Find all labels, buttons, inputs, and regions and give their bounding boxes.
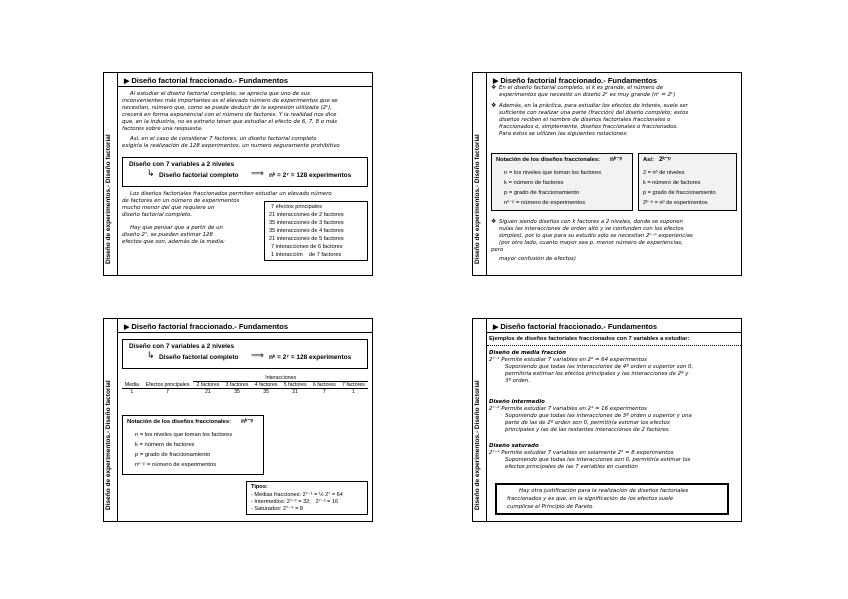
- paragraph-line: necesitan, número que, como se puede deducir de la expresión utilizada (2ᵏ),: [122, 105, 333, 111]
- types-box: [246, 481, 368, 515]
- example-line: 3º orden.: [505, 378, 531, 384]
- example-line: permitiría estimar los efectos principales y las interacciones de 2º y: [505, 371, 689, 377]
- types-line: - Saturados: 2⁷⁻⁴ = 8: [251, 506, 304, 512]
- arrow-icon: ↳: [147, 350, 155, 360]
- effect-line: 7 interacciones de 6 factores: [271, 244, 343, 250]
- paragraph-line: En el diseño factorial completo, si k es grande, el número de: [499, 85, 664, 91]
- example-line: principales y las de las restantes interacciones de 2 factores.: [505, 427, 671, 433]
- paragraph-line: exigiría la realización de 128 experimentos, un numero seguramente prohibitivo: [122, 143, 340, 149]
- asi-line: k = número de factores: [643, 180, 701, 186]
- subtitle: Ejemplos de diseños factoriales fraccionados con 7 variables a estudiar:: [489, 336, 690, 342]
- slide-4: [472, 318, 742, 522]
- table-cell: 7: [166, 389, 169, 395]
- paragraph-line: diseño 2⁷, se pueden estimar 128: [122, 232, 213, 238]
- paragraph-line: efectos que son, además de la media:: [122, 239, 225, 245]
- notation-symbol: nᵏ⁻ᵖ: [241, 418, 254, 425]
- slide-3: [103, 318, 373, 522]
- asi-box: [638, 153, 737, 211]
- paragraph-line: mucho menor del que requiere un: [122, 205, 215, 211]
- example-heading: Diseño de media fracción: [489, 350, 566, 356]
- asi-line: p = grado de fraccionamiento: [643, 190, 716, 196]
- paragraph-line: Los diseños factoriales fraccionados permiten estudiar un elevado número: [130, 191, 332, 197]
- example-heading: Diseño intermedio: [489, 399, 545, 405]
- table-cell: 21: [292, 389, 299, 395]
- table-cell: 1: [130, 389, 134, 395]
- example-line: 2⁷⁻⁴ Permite estudiar 7 variables en solamente 2³ = 8 experimentos: [489, 450, 674, 456]
- table-header: Efectos principales: [145, 381, 190, 388]
- asi-symbol: 2ᵏ⁻ᵖ: [659, 156, 671, 163]
- table-header: 2 factores: [196, 382, 220, 388]
- table-cell: 35: [234, 389, 240, 395]
- paragraph-line: suficiente con realizar una parte (fracción) del diseño completo; estos: [499, 110, 689, 116]
- table-cell: 7: [322, 389, 326, 395]
- notation-line: n = los niveles que toman los factores: [504, 170, 602, 176]
- effect-line: 21 interacciones de 5 factores: [269, 236, 344, 242]
- paragraph-line: fraccionados o, simplemente, diseños fraccionales o fraccionados.: [499, 124, 679, 130]
- notation-line: k = número de factores: [504, 180, 564, 186]
- table-header: 7 factores: [342, 382, 365, 388]
- paragraph-line: diseño factorial completo.: [122, 212, 193, 218]
- paragraph-line: inconvenientes más importantes es el elevado número de experimentos que se: [122, 98, 338, 104]
- table-cell: 35: [263, 389, 269, 395]
- table-header: 6 factores: [312, 382, 336, 388]
- slide-title: ▶ Diseño factorial fraccionado.- Fundamentos: [493, 76, 657, 85]
- effect-line: 21 interacciones de 2 factores: [269, 212, 344, 218]
- example-line: parte de las de 2º orden son 0, permitiría estimar los efectos: [505, 420, 670, 426]
- paragraph-line: experimentos que necesito un diseño 2ᵏ es muy grande (nᵏ = 2ᵏ): [499, 92, 676, 98]
- paragraph-line: nulas las interacciones de orden alto y se confunden con los efectos: [499, 226, 684, 232]
- types-title: Tipos:: [251, 484, 268, 490]
- paragraph-line: Al estudiar el diseño factorial completo, se aprecia que uno de sus: [130, 91, 310, 97]
- table-header: Media: [124, 381, 139, 388]
- slide-1: [103, 72, 373, 276]
- bullet-icon: ❖: [491, 85, 497, 91]
- implies-icon: ⟹: [251, 168, 264, 178]
- example-line: Suponiendo que todas las interacciones de 4º orden o superior son 0,: [505, 364, 694, 370]
- paragraph-line: pero: [491, 247, 504, 253]
- effects-box: [264, 201, 368, 261]
- notation-title: Notación de los diseños fraccionales:: [496, 157, 601, 163]
- notation-symbol: nᵏ⁻ᵖ: [610, 156, 623, 163]
- effect-line: 7 efectos principales: [271, 204, 322, 210]
- slide-side-label: Diseño de experimentos.- Diseño factorial: [104, 319, 118, 521]
- table-header: 5 factores: [283, 382, 307, 388]
- box-line: Diseño con 7 variables a 2 niveles: [129, 343, 235, 350]
- effect-line: 35 interacciones de 3 factores: [269, 220, 344, 226]
- example-line: 2⁷⁻¹ Permite estudiar 7 variables en 2⁶ = 64 experimentos: [489, 357, 647, 363]
- notation-box: [122, 415, 264, 475]
- effect-line: 1 interacción de 7 factores: [271, 252, 342, 258]
- effect-line: 35 interacciones de 4 factores: [269, 228, 344, 234]
- paragraph-line: Siguen siendo diseños con k factores a 2 niveles, donde se suponen: [499, 219, 683, 225]
- slide-side-label: Diseño de experimentos.- Diseño factorial: [473, 319, 487, 521]
- notation-line: p = grado de fraccionamiento: [135, 452, 211, 458]
- notation-line: p = grado de fraccionamiento: [504, 190, 580, 196]
- example-line: Suponiendo que todas las interacciones son 0, permitiría estimar los: [505, 457, 691, 463]
- box-line: Diseño factorial completo: [159, 354, 239, 361]
- design-box: [122, 157, 368, 187]
- notation-line: k = número de factores: [135, 442, 195, 448]
- paragraph-line: Así, en el caso de considerar 7 factores, un diseño factorial completo: [130, 136, 317, 142]
- notation-line: nᵏ⁻ᵖ = número de experimentos: [135, 462, 217, 468]
- paragraph-line: diseños reciben el nombre de diseños factoriales fraccionales o: [499, 117, 671, 123]
- slide-side-label: Diseño de experimentos.- Diseño factorial: [104, 73, 118, 275]
- asi-title: Así:: [643, 157, 654, 163]
- notation-title: Notación de los diseños fraccionales:: [127, 419, 232, 425]
- table-cell: 1: [351, 389, 355, 395]
- design-box: [122, 339, 368, 369]
- pareto-line: Hay otra justificación para la realización de diseños factoriales: [519, 488, 689, 494]
- example-line: 2⁷⁻³ Permite estudiar 7 variables en 2⁴ = 16 experimentos: [489, 406, 647, 412]
- paragraph-line: (por otro lado, cuanto mayor sea p, menor número de experiencias,: [499, 240, 683, 246]
- paragraph-line: factores sobre una respuesta.: [122, 126, 203, 132]
- asi-line: 2 = nº de niveles: [643, 170, 685, 176]
- box-equation: nᵏ = 2⁷ = 128 experimentos: [269, 172, 352, 179]
- paragraph-line: que, en la industria, no es extraño tener que estudiar el efecto de 6, 7, 8 o más: [122, 119, 338, 125]
- slide-side-label: Diseño de experimentos.- Diseño factorial: [473, 73, 487, 275]
- slide-title: ▶ Diseño factorial fraccionado.- Fundamentos: [493, 322, 657, 331]
- paragraph-line: Además, en la práctica, para estudiar los efectos de interés, suele ser: [499, 103, 688, 109]
- box-equation: nᵏ = 2⁷ = 128 experimentos: [269, 354, 352, 361]
- slide-2: [472, 72, 742, 276]
- implies-icon: ⟹: [251, 350, 264, 360]
- paragraph-line: simples), por lo que para su estudio sólo se necesitan 2ᵏ⁻ᵖ experiencias: [499, 233, 693, 239]
- asi-line: 2ᵏ⁻ᵖ = nº de experimentos: [643, 200, 708, 206]
- pareto-line: fraccionados y es que, en la significación de los efectos suele: [507, 496, 674, 502]
- effects-table: [122, 375, 368, 395]
- paragraph-line: mayor confusión de efectos): [499, 256, 576, 262]
- bullet-icon: ❖: [491, 219, 497, 225]
- table-cell: 21: [205, 389, 211, 395]
- example-heading: Diseño saturado: [489, 443, 539, 449]
- box-line: Diseño con 7 variables a 2 niveles: [129, 161, 235, 168]
- notation-line: nᵏ⁻ᵖ = número de experimentos: [504, 200, 586, 206]
- paragraph-line: Para estos se utilizan las siguientes notaciones:: [499, 131, 628, 137]
- notation-line: n = los niveles que toman los factores: [135, 432, 233, 438]
- table-header: 3 factores: [225, 382, 249, 388]
- paragraph-line: crecerá en forma exponencial con el número de factores. Y la realidad nos dice: [122, 112, 337, 118]
- arrow-icon: ↳: [147, 168, 155, 178]
- example-line: efectos principales de las 7 variables en cuestión: [505, 464, 638, 470]
- table-header: 4 factores: [254, 382, 278, 388]
- bullet-icon: ❖: [491, 103, 497, 109]
- slide-title: ▶ Diseño factorial fraccionado.- Fundamentos: [124, 322, 288, 331]
- notation-box: [491, 153, 633, 211]
- pareto-line: cumplirse el Principio de Pareto.: [507, 504, 595, 510]
- types-line: - Intermedios: 2⁷⁻² = 32; 2⁷⁻³ = 16: [251, 499, 339, 505]
- table-group-header: Interacciones: [193, 375, 368, 382]
- pareto-box: [495, 483, 729, 515]
- types-line: - Medias fracciones: 2⁷⁻¹ = ½ 2⁷ = 64: [251, 492, 343, 498]
- example-line: Suponiendo que todas las interacciones de 3º orden o superior y una: [505, 413, 692, 419]
- slide-title: ▶ Diseño factorial fraccionado.- Fundamentos: [124, 76, 288, 85]
- paragraph-line: de factores en un número de experimentos: [122, 198, 240, 204]
- box-line: Diseño factorial completo: [159, 172, 239, 179]
- paragraph-line: Hay que pensar que a partir de un: [130, 225, 223, 231]
